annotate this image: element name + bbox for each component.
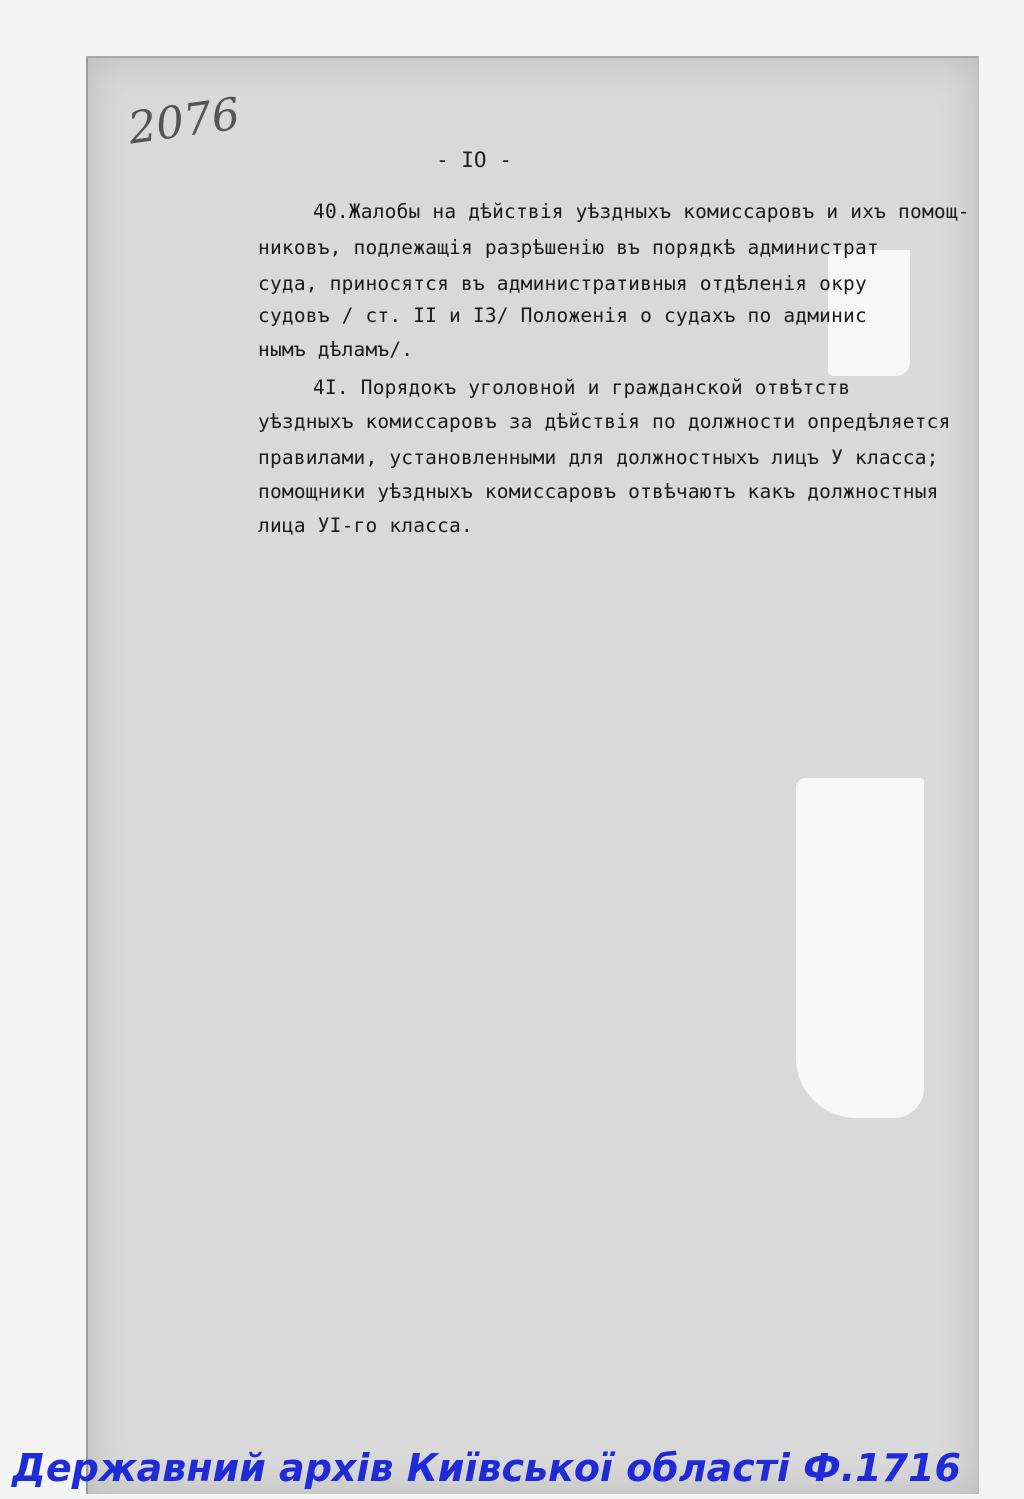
archive-watermark-label: Державний архів Київської області Ф.1716 (12, 1446, 961, 1490)
page-number: - IO - (436, 148, 512, 172)
paragraph-41-line-4: помощники уѣздныхъ комиссаровъ отвѣчаютъ какъ должностныя (258, 480, 939, 503)
paragraph-41-line-2: уѣздныхъ комиссаровъ за дѣйствія по должности опредѣляется (258, 410, 951, 433)
paragraph-40-line-2: никовъ, подлежащія разрѣшенію въ порядкѣ администрат (258, 236, 879, 259)
paragraph-40-line-4: судовъ / ст. II и I3/ Положенія о судахъ по админис (258, 304, 867, 327)
paragraph-40-line-1: 40.Жалобы на дѣйствія уѣздныхъ комиссаровъ и ихъ помощ- (313, 200, 970, 223)
paragraph-41-line-5: лица УI-го класса. (258, 514, 473, 537)
paragraph-41-line-3: правилами, установленными для должностныхъ лицъ У класса; (258, 446, 939, 469)
handwritten-number: 2076 (124, 88, 243, 155)
paragraph-41-line-1: 4I. Порядокъ уголовной и гражданской отвѣтств (313, 376, 851, 399)
paragraph-40-line-3: суда, приносятся въ административныя отдѣленія окру (258, 272, 867, 295)
paragraph-40-line-5: нымъ дѣламъ/. (258, 338, 414, 361)
torn-patch-lower (796, 778, 924, 1118)
